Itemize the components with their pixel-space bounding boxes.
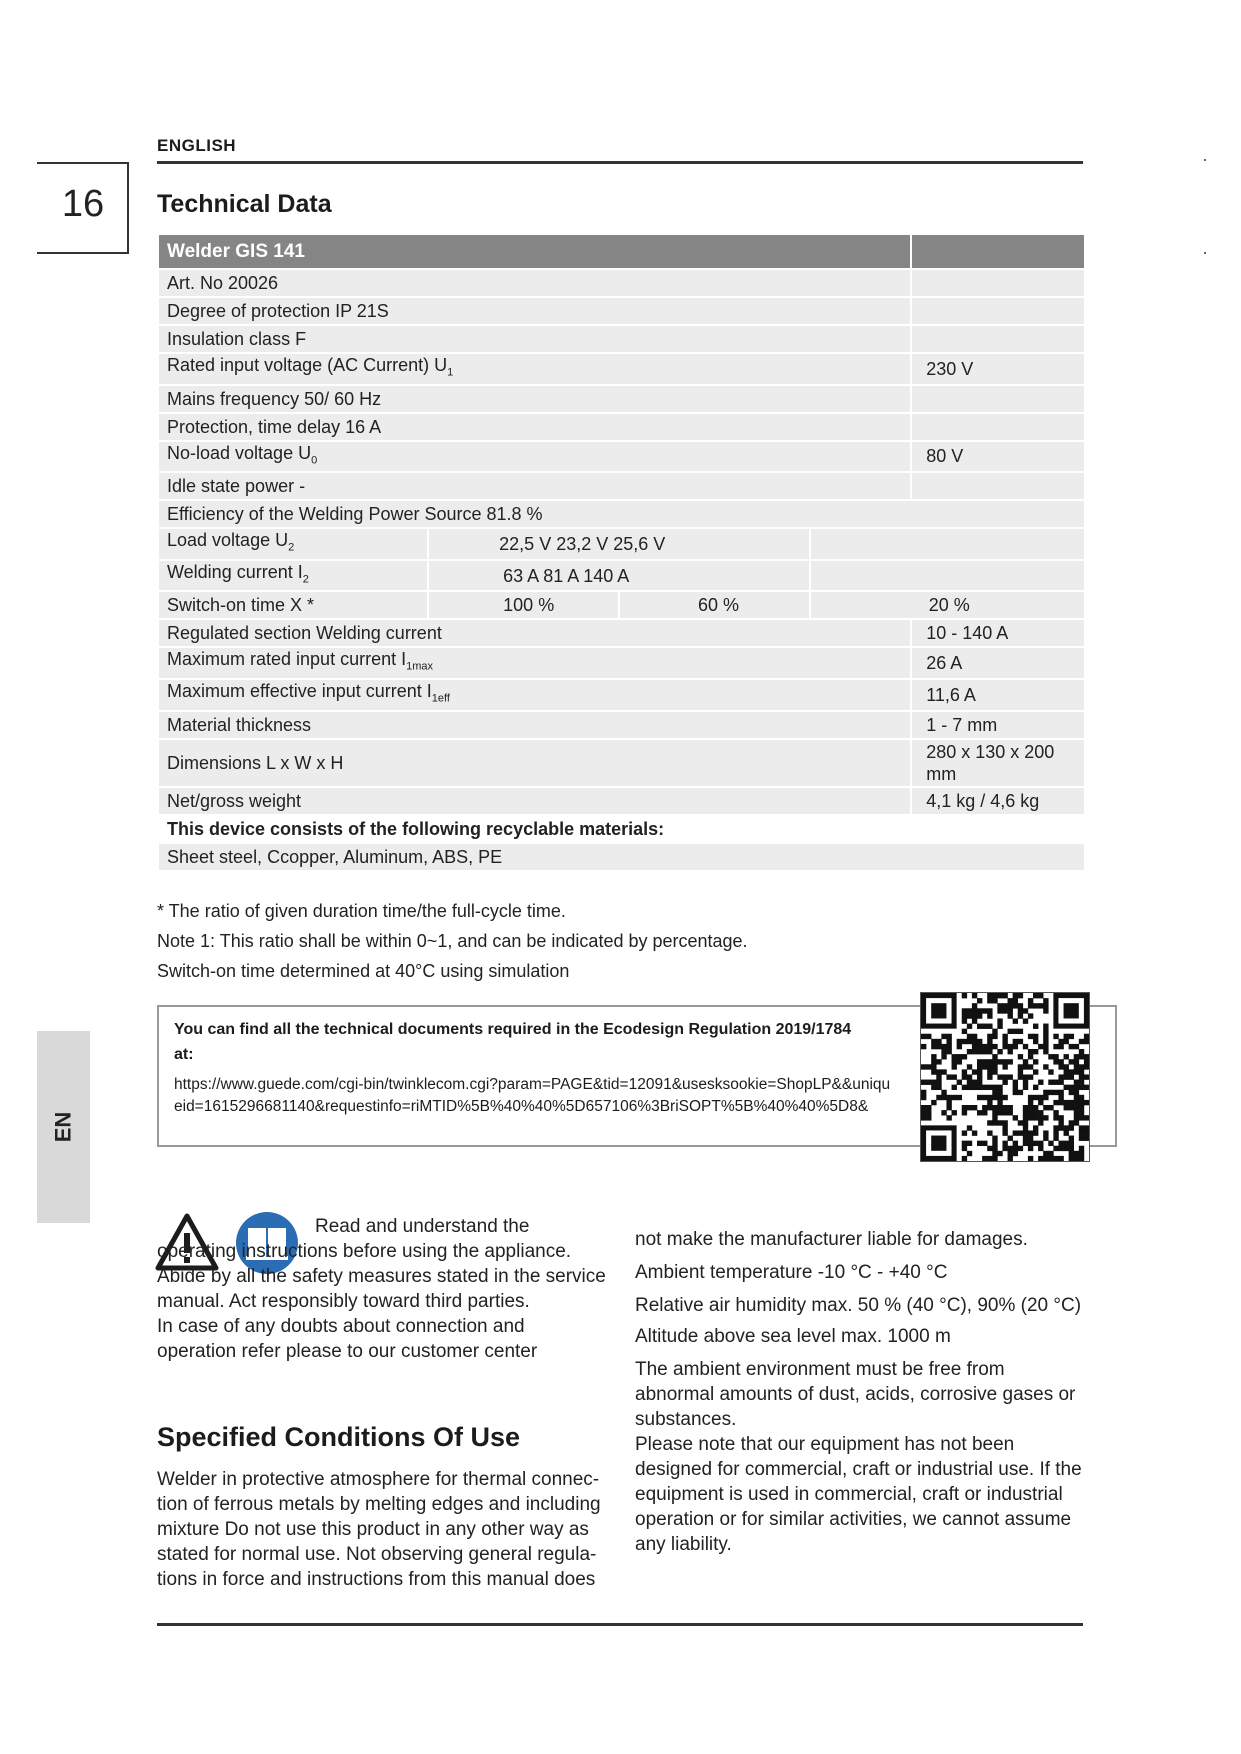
table-row — [159, 712, 1084, 738]
table-row — [159, 816, 1084, 842]
note-line: Switch-on time determined at 40°C using simulation — [157, 961, 570, 981]
table-row — [159, 386, 1084, 412]
row-label: Efficiency of the Welding Power Source 81.8 % — [159, 501, 1084, 527]
row-value: 230 V — [912, 354, 1084, 384]
edge-mark — [1204, 159, 1206, 161]
row-label: Material thickness — [159, 712, 910, 738]
table-header-title: Welder GIS 141 — [159, 235, 910, 268]
row-value: 20 % — [811, 592, 1084, 618]
row-label: Degree of protection IP 21S — [159, 298, 910, 324]
row-label: Load voltage $U_2$ — [159, 529, 427, 559]
table-row — [159, 501, 1084, 527]
row-label: Maximum effective input current $I_{1eff}$ — [159, 680, 910, 710]
table-row — [159, 561, 1084, 591]
ambient-temperature: Ambient temperature -10 °C - +40 °C — [635, 1262, 948, 1283]
row-value: 80 V — [912, 442, 1084, 472]
row-label: Idle state power - — [159, 473, 910, 499]
row-label: Maximum rated input current $I_{1max}$ — [159, 648, 910, 678]
table-row — [159, 788, 1084, 814]
table-row — [159, 473, 1084, 499]
row-label: Sheet steel, Ccopper, Aluminum, ABS, PE — [159, 844, 1084, 870]
row-value — [912, 386, 1084, 412]
row-value — [912, 473, 1084, 499]
row-label: This device consists of the following recyclable materials: — [159, 816, 1084, 842]
conditions-paragraph: Welder in protective atmosphere for thermal connec-tion of ferrous metals by melting edges and including mixture Do not use this product in any other way as stated for normal use. Not observing general regula-tions in force and instructions from this manual does — [157, 1469, 601, 1590]
table-notes — [157, 896, 748, 986]
row-value: 4,1 kg / 4,6 kg — [912, 788, 1084, 814]
row-label: Insulation class F — [159, 326, 910, 352]
qr-code — [920, 992, 1090, 1162]
table-row — [159, 529, 1084, 559]
row-value — [912, 270, 1084, 296]
table-row — [159, 270, 1084, 296]
page-title: Technical Data — [157, 190, 332, 218]
row-value: 60 % — [620, 592, 809, 618]
ecodesign-title: You can find all the technical documents required in the Ecodesign Regulation 2019/1784 at: — [174, 1021, 852, 1063]
air-humidity: Relative air humidity max. 50 % (40 °C), 90% (20 °C) — [635, 1295, 1082, 1316]
table-row — [159, 592, 1084, 618]
row-label: Art. No 20026 — [159, 270, 910, 296]
conditions-continuation: not make the manufacturer liable for damages. — [635, 1229, 1028, 1250]
table-row — [159, 620, 1084, 646]
language-label: ENGLISH — [157, 136, 237, 155]
row-value: 26 A — [912, 648, 1084, 678]
ambient-environment: The ambient environment must be free from abnormal amounts of dust, acids, corrosive gases or substances. — [635, 1359, 1076, 1430]
qr-finder-pattern — [931, 1136, 946, 1151]
row-value — [912, 298, 1084, 324]
row-label: Rated input voltage (AC Current) $U_1$ — [159, 354, 910, 384]
row-value: 11,6 A — [912, 680, 1084, 710]
safety-doubts: In case of any doubts about connection and operation refer please to our customer center — [157, 1316, 538, 1362]
qr-code-graphic — [921, 993, 1089, 1161]
row-value: 100 % — [429, 592, 618, 618]
table-row — [159, 326, 1084, 352]
table-header-value — [912, 235, 1084, 268]
row-value: 1 - 7 mm — [912, 712, 1084, 738]
language-side-tab-label: EN — [50, 1111, 76, 1143]
header-rule — [157, 161, 1083, 164]
row-label: Welding current $I_2$ — [159, 561, 427, 591]
note-line: * The ratio of given duration time/the full-cycle time. — [157, 901, 566, 921]
qr-finder-pattern — [1064, 1003, 1079, 1018]
table-row — [159, 680, 1084, 710]
row-label: Protection, time delay 16 A — [159, 414, 910, 440]
row-value: 10 - 140 A — [912, 620, 1084, 646]
table-row — [159, 844, 1084, 870]
safety-intro: Read and understand the operating instructions before using the appliance. Abide by all the safety measures stated in the service manual. Act responsibly toward third parties. — [157, 1216, 606, 1312]
table-row — [159, 354, 1084, 384]
qr-finder-pattern — [931, 1003, 946, 1018]
technical-data-table — [157, 233, 1086, 872]
row-label: Regulated section Welding current — [159, 620, 910, 646]
section-title-conditions: Specified Conditions Of Use — [157, 1422, 521, 1452]
table-row — [159, 740, 1084, 786]
table-row — [159, 442, 1084, 472]
row-value — [912, 326, 1084, 352]
row-label: No-load voltage $U_0$ — [159, 442, 910, 472]
row-value: 63 A 81 A 140 A — [429, 561, 809, 591]
row-label: Switch-on time X * — [159, 592, 427, 618]
row-label: Mains frequency 50/ 60 Hz — [159, 386, 910, 412]
row-value: 22,5 V 23,2 V 25,6 V — [429, 529, 809, 559]
table-row — [159, 298, 1084, 324]
safety-text-column — [157, 1214, 607, 1364]
row-value — [811, 561, 1084, 591]
row-label: Net/gross weight — [159, 788, 910, 814]
note-line: Note 1: This ratio shall be within 0~1, and can be indicated by percentage. — [157, 931, 748, 951]
page-number: 16 — [61, 183, 105, 225]
footer-rule — [157, 1623, 1083, 1626]
table-row — [159, 648, 1084, 678]
conditions-right-column — [635, 1227, 1085, 1557]
table-row — [159, 414, 1084, 440]
row-label: Dimensions L x W x H — [159, 740, 910, 786]
ecodesign-link[interactable]: https://www.guede.com/cgi-bin/twinklecom.cgi?param=PAGE&tid=12091&usesksookie=ShopLP&&uniqueid=1615296681140&requestinfo=riMTID%5B%40%40%5D657106%3BriSOPT%5B%40%40%5D8& — [174, 1076, 891, 1115]
row-value — [912, 414, 1084, 440]
table-header-row — [159, 235, 1084, 268]
row-value: 280 x 130 x 200 mm — [912, 740, 1084, 786]
edge-mark — [1204, 252, 1206, 254]
row-value — [811, 529, 1084, 559]
altitude: Altitude above sea level max. 1000 m — [635, 1326, 951, 1347]
commercial-use-note: Please note that our equipment has not been designed for commercial, craft or industrial use. If the equipment is used in commercial, craft or industrial operation or for similar activities, we cannot assume any liability. — [635, 1434, 1082, 1555]
